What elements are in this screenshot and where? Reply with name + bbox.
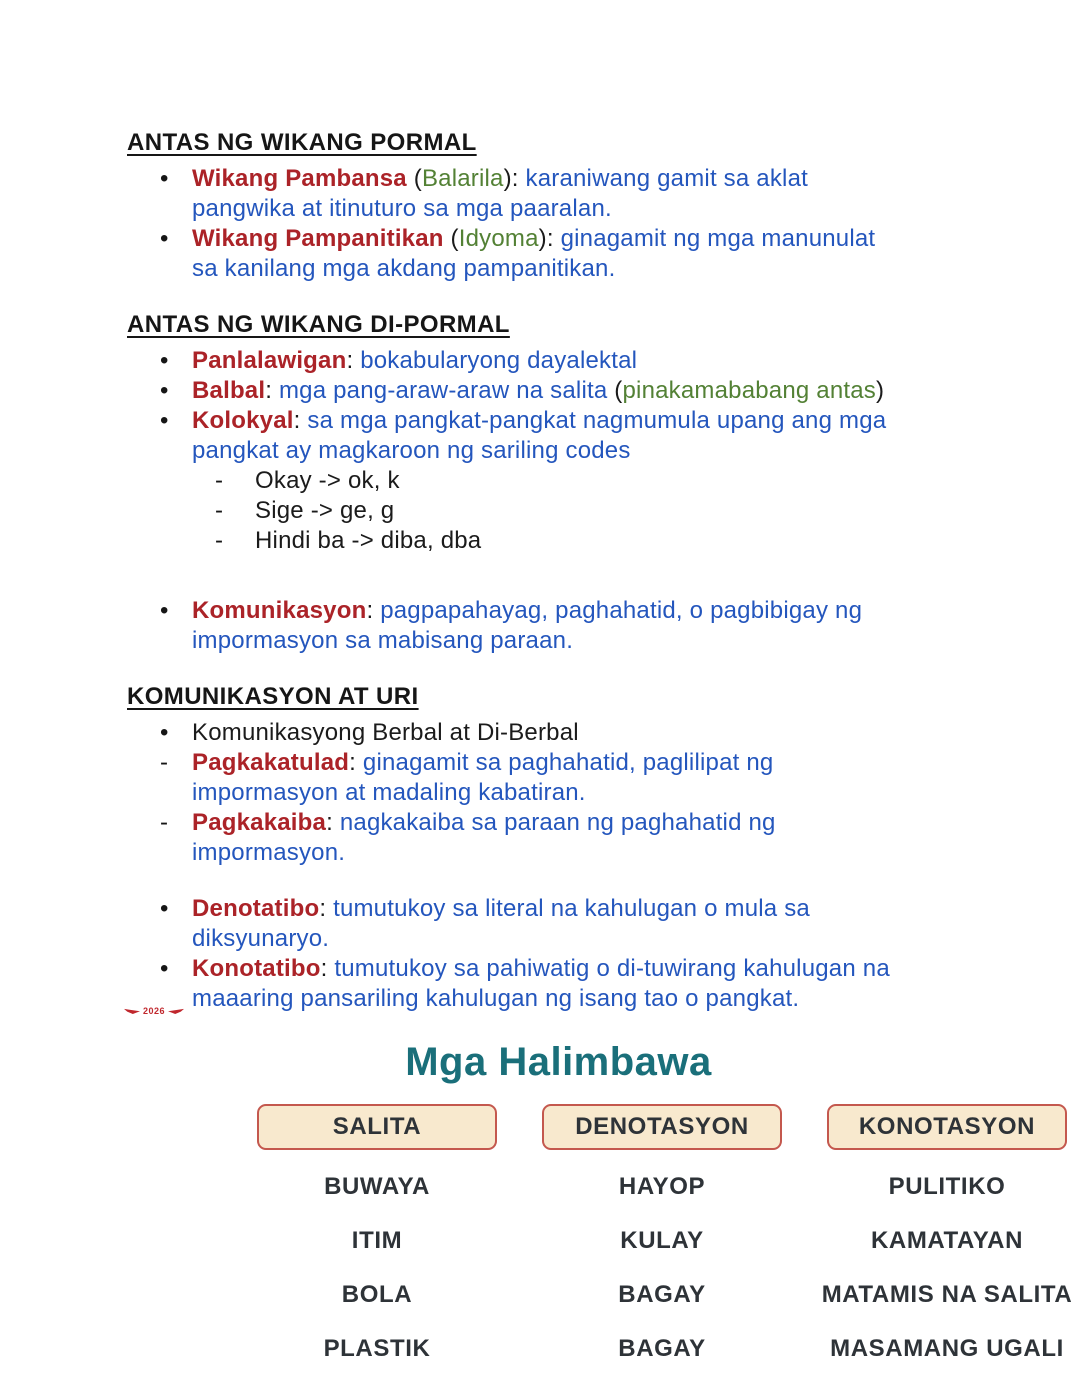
watermark <box>124 1006 184 1016</box>
dash-marker: - <box>215 497 224 524</box>
text-segment: : <box>346 347 361 374</box>
table-cell: BUWAYA <box>324 1173 430 1200</box>
swoosh-icon <box>124 1008 140 1014</box>
table-cell: BAGAY <box>618 1281 706 1308</box>
list-item <box>127 466 990 496</box>
table-cell: BAGAY <box>618 1335 706 1362</box>
list-item-text <box>192 406 892 466</box>
text-segment: ginagamit sa paghahatid, paglilipat ng impormasyon at madaling kabatiran. <box>192 749 774 806</box>
list-item-text <box>192 164 892 224</box>
text-segment: tumutukoy sa pahiwatig o di-tuwirang kahulugan na maaaring pansariling kahulugan ng isang tao o pangkat. <box>192 955 890 1012</box>
examples-title: Mga Halimbawa <box>405 1040 712 1084</box>
list-item-text <box>255 526 955 556</box>
text-segment: sa mga pangkat-pangkat nagmumula upang ang mga pangkat ay magkaroon ng sariling codes <box>192 407 887 464</box>
list-item <box>127 748 990 808</box>
bullet-marker: • <box>160 347 169 374</box>
list-item-text <box>192 718 892 748</box>
text-segment: Wikang Pampanitikan <box>192 225 451 252</box>
list-item <box>127 406 990 466</box>
examples-table-rows <box>257 1160 1073 1376</box>
bullet-marker: • <box>160 377 169 404</box>
list-item <box>127 596 990 656</box>
text-segment: : <box>366 597 381 624</box>
dash-marker: - <box>215 467 224 494</box>
text-segment: Sige -> ge, g <box>255 497 395 524</box>
text-segment: pinakamababang antas <box>622 377 877 404</box>
list-item-text <box>192 954 892 1014</box>
text-segment: Komunikasyon <box>192 597 367 624</box>
text-segment: : <box>319 895 334 922</box>
bullet-marker: • <box>160 407 169 434</box>
text-segment: : <box>320 955 335 982</box>
list-item-text <box>192 808 892 868</box>
text-segment: Pagkakaiba <box>192 809 327 836</box>
table-cell: PULITIKO <box>888 1173 1006 1200</box>
swoosh-icon <box>168 1008 184 1014</box>
dash-marker: - <box>160 809 169 836</box>
list-item <box>127 164 990 224</box>
watermark-text: 2026 <box>143 1006 166 1016</box>
table-cell: MASAMANG UGALI <box>830 1335 1064 1362</box>
table-cell: MATAMIS NA SALITA <box>821 1281 1073 1308</box>
bullet-marker: • <box>160 597 169 624</box>
column-header-salita: SALITA <box>257 1104 497 1150</box>
text-segment: karaniwang gamit sa aklat pangwika at itinuturo sa mga paaralan. <box>192 165 808 222</box>
bullet-marker: • <box>160 225 169 252</box>
text-segment: : <box>265 377 279 404</box>
text-segment: Balbal <box>192 377 266 404</box>
table-cell: PLASTIK <box>323 1335 431 1362</box>
section-antas-pormal <box>127 128 990 284</box>
bullet-marker: • <box>160 165 169 192</box>
list-item-text <box>192 596 892 656</box>
text-segment: ) <box>876 377 885 404</box>
text-segment: ( <box>614 377 623 404</box>
list-item-text <box>192 376 892 406</box>
table-cell: BOLA <box>341 1281 413 1308</box>
text-segment: mga pang-araw-araw na salita <box>278 377 615 404</box>
section-heading: ANTAS NG WIKANG DI-PORMAL <box>127 311 510 338</box>
table-cell: KULAY <box>620 1227 704 1254</box>
table-cell: KAMATAYAN <box>870 1227 1024 1254</box>
text-segment: : <box>326 809 340 836</box>
bullet-marker: • <box>160 719 169 746</box>
text-segment: ): <box>538 225 561 252</box>
text-segment: ginagamit ng mga manunulat sa kanilang mga akdang pampanitikan. <box>192 225 876 282</box>
text-segment: pagpapahayag, paghahatid, o pagbibigay ng impormasyon sa mabisang paraan. <box>192 597 863 654</box>
text-segment: Balarila <box>421 165 504 192</box>
text-segment: ( <box>450 225 459 252</box>
list-item-text <box>192 346 892 376</box>
section-komunikasyon-at-uri <box>127 682 990 1014</box>
list-item <box>127 526 990 556</box>
column-header-konotasyon: KONOTASYON <box>827 1104 1067 1150</box>
list-item <box>127 224 990 284</box>
section-antas-di-pormal <box>127 310 990 656</box>
text-segment: Komunikasyong Berbal at Di-Berbal <box>192 719 579 746</box>
column-header-denotasyon: DENOTASYON <box>542 1104 782 1150</box>
examples-table-header <box>257 1104 1067 1150</box>
list-item <box>127 808 990 868</box>
text-segment: nagkakaiba sa paraan ng paghahatid ng impormasyon. <box>192 809 776 866</box>
list-item <box>127 376 990 406</box>
list-item <box>127 718 990 748</box>
table-cell: ITIM <box>351 1227 403 1254</box>
text-segment: Panlalawigan <box>192 347 347 374</box>
list-item-text <box>255 466 955 496</box>
bullet-marker: • <box>160 895 169 922</box>
list-item-text <box>255 496 955 526</box>
list-item <box>127 496 990 526</box>
section-heading: ANTAS NG WIKANG PORMAL <box>127 129 477 156</box>
bullet-marker: • <box>160 955 169 982</box>
text-segment: : <box>293 407 308 434</box>
text-segment: Pagkakatulad <box>192 749 350 776</box>
text-segment: Wikang Pambansa <box>192 165 414 192</box>
text-segment: tumutukoy sa literal na kahulugan o mula sa diksyunaryo. <box>192 895 810 952</box>
text-segment: Idyoma <box>458 225 539 252</box>
text-segment: : <box>349 749 363 776</box>
text-segment: bokabularyong dayalektal <box>360 347 638 374</box>
text-segment: ( <box>413 165 422 192</box>
section-heading: KOMUNIKASYON AT URI <box>127 683 419 710</box>
list-item-text <box>192 224 892 284</box>
text-segment: Hindi ba -> diba, dba <box>255 527 482 554</box>
list-item-text <box>192 894 892 954</box>
text-segment: Denotatibo <box>192 895 320 922</box>
text-segment: Kolokyal <box>192 407 294 434</box>
text-segment: Konotatibo <box>192 955 321 982</box>
text-segment: Okay -> ok, k <box>255 467 400 494</box>
table-cell: HAYOP <box>618 1173 706 1200</box>
dash-marker: - <box>215 527 224 554</box>
text-segment: ): <box>503 165 526 192</box>
list-item <box>127 346 990 376</box>
dash-marker: - <box>160 749 169 776</box>
list-item-text <box>192 748 892 808</box>
list-item <box>127 894 990 954</box>
list-item <box>127 954 990 1014</box>
